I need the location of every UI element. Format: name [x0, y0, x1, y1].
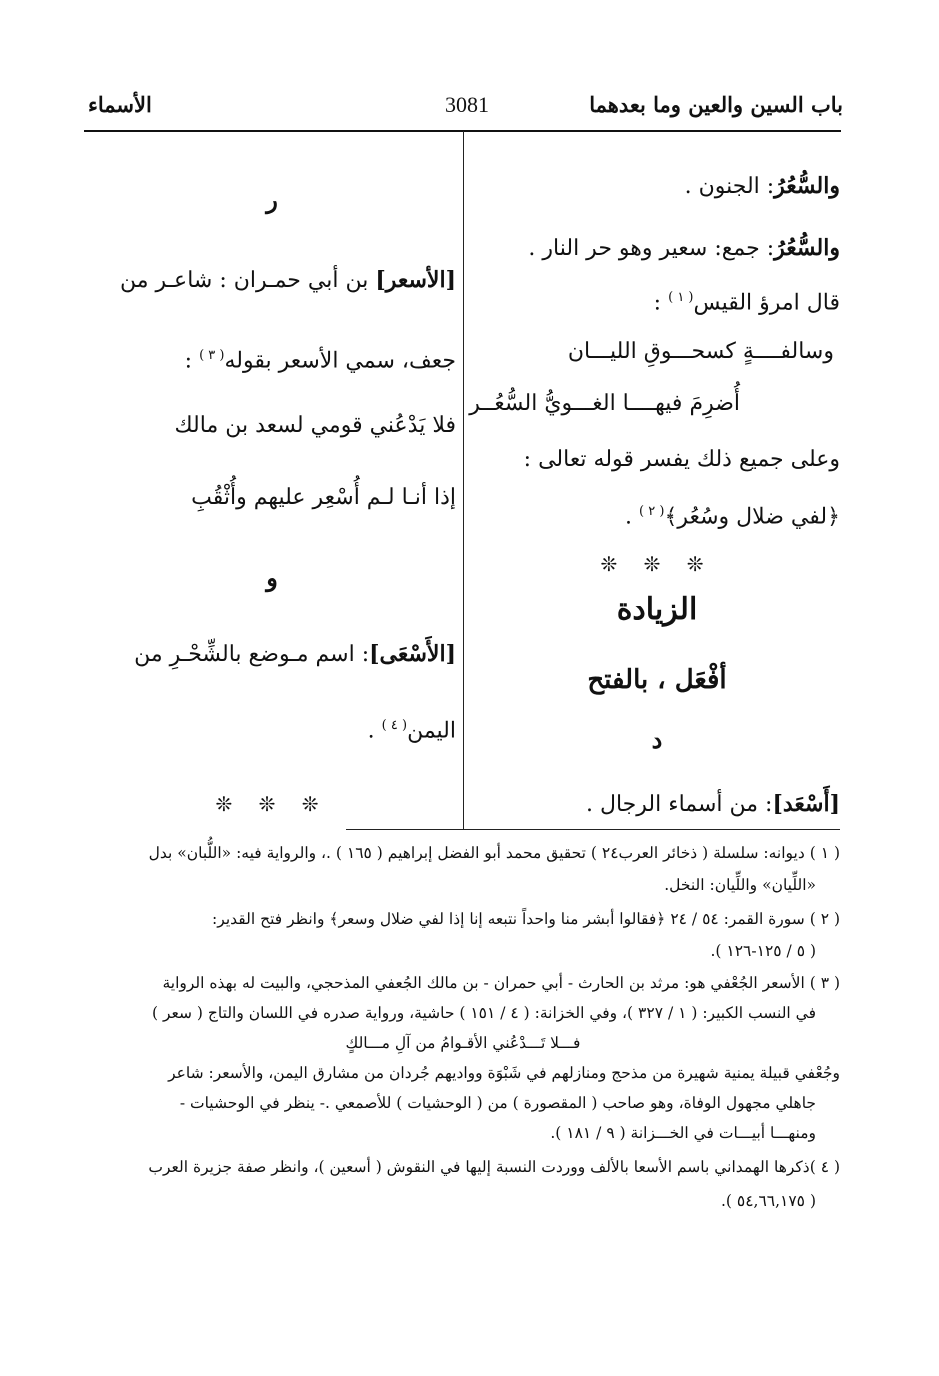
section-heading: الزيادة: [616, 592, 698, 627]
page-number: 3081: [445, 92, 489, 117]
entry-text: : من أسماء الرجال .: [586, 792, 773, 817]
footnote-line: ( ٣ ) الأسعر الجُعْفي هو: مرثد بن الحارث - أبي حمران - بن مالك الجُعفي المذحجي، والبيت له بهذه الرواية: [162, 974, 840, 992]
entry-line: [654, 278, 840, 323]
footnote-line: «اللِّيان» واللِّيان: النخل.: [664, 876, 816, 894]
verse-line: إذا أنـا لـم أُسْعِر عليهم وأُثْقُبِ: [191, 485, 456, 510]
footnote-ref: ( ٤ ): [381, 718, 408, 733]
letter-heading: و: [266, 563, 278, 592]
footnote-line: ( ٥ / ١٢٥-١٢٦ ).: [710, 942, 816, 960]
entry-text: : جمع: سعير وهو حر النار .: [528, 236, 775, 261]
section-separator: ❊ ❊ ❊: [215, 792, 329, 816]
entry-text: .: [367, 718, 375, 744]
entry-line: [625, 492, 840, 537]
letter-heading: ر: [266, 185, 278, 214]
verse-line: أُضرِمَ فيهــــا الغـــويُّ السُّعُــر: [469, 391, 740, 416]
entry-text: قال امرؤ القيس: [693, 290, 840, 316]
footnote-verse: فـــلا تَـــدْعُني الأقـوامُ من آلِ مـــالكٍ: [345, 1034, 581, 1052]
section-separator: ❊ ❊ ❊: [600, 552, 714, 576]
entry-text: :: [184, 348, 193, 374]
entry-line: وعلى جميع ذلك يفسر قوله تعالى :: [523, 447, 840, 472]
chapter-title: باب السين والعين وما بعدهما: [589, 92, 843, 117]
footnote-line: ( ٤ )ذكرها الهمداني باسم الأسعا بالألف ووردت النسبة إليها في النقوش ( أسعين )، وانظر صفة جزيرة العرب: [148, 1158, 840, 1176]
entry-headword: والسُّعُرُ: [774, 173, 840, 199]
footnote-ref: ( ١ ): [668, 290, 694, 305]
entry-line: [685, 166, 840, 207]
verse-line: فلا يَدْعُني قومي لسعد بن مالك: [174, 413, 456, 438]
entry-line: [586, 784, 840, 825]
verse-line: وسالفــــةٍ كسحـــوقِ الليـــان: [567, 339, 834, 364]
entry-text: جعف، سمي الأسعر بقوله: [224, 348, 456, 374]
footnote-ref: ( ٢ ): [639, 504, 665, 519]
entry-line: [528, 228, 840, 269]
entry-line: [368, 706, 456, 751]
letter-heading: د: [651, 725, 663, 754]
footnote-line: وجُعْفي قبيلة يمنية شهيرة من مذحج ومنازلهم في شَبْوَة ووادیهم جُردان من مشارق اليمن، والأسعر: شاعر: [168, 1064, 840, 1082]
entry-headword: والسُّعُرُ: [774, 235, 840, 261]
entry-text: .: [625, 504, 633, 530]
footnote-line: في النسب الكبير: ( ١ / ٣٢٧ )، وفي الخزانة: ( ٤ / ١٥١ ) حاشية، ورواية صدره في اللسان والتاج ( سعر ): [152, 1004, 816, 1022]
column-divider: [463, 131, 464, 829]
footnote-line: ومنهـــا أبيـــات في الخـــزانة ( ٩ / ١٨١ ).: [550, 1124, 816, 1142]
footnote-line: ( ٥٤,٦٦,١٧٥ ).: [720, 1192, 816, 1210]
quran-quote: ﴿لفي ضلال وسُعُر﴾: [664, 504, 840, 530]
entry-text: :: [653, 290, 662, 316]
footnote-line: ( ١ ) ديوانه: سلسلة ( ذخائر العرب٢٤ ) تحقيق محمد أبو الفضل إبراهيم ( ١٦٥ ) .، والرواية فيه: «اللُّبان» بدل: [148, 844, 840, 862]
entry-line: [134, 634, 456, 675]
footnote-ref: ( ٣ ): [199, 348, 225, 363]
entry-text: بن أبي حمـران : شاعـر من: [119, 268, 369, 293]
subsection-heading: أفْعَل ، بالفتح: [587, 665, 727, 695]
entry-text: اليمن: [407, 718, 456, 744]
entry-line: [120, 260, 456, 301]
section-title: الأسماء: [88, 92, 152, 117]
entry-headword: [أَسْعَد]: [772, 791, 840, 817]
entry-headword: [الأسعر]: [375, 267, 456, 293]
footnote-line: ( ٢ ) سورة القمر: ٥٤ / ٢٤ ﴿فقالوا أبشر منا واحداً نتبعه إنا إذا لفي ضلال وسعر﴾ وانظر فتح القدير:: [212, 910, 840, 928]
footnote-rule: [346, 829, 840, 830]
entry-text: : الجنون .: [684, 174, 775, 199]
entry-headword: [الأَسْعَى]: [369, 641, 456, 667]
entry-text: : اسم مـوضع بالشِّحْـرِ من: [134, 642, 370, 667]
footnote-line: جاهلي مجهول الوفاة، وهو صاحب ( المقصورة ) من ( الوحشيات ) للأصمعي .- ينظر في الوحشيات -: [179, 1094, 816, 1112]
entry-line: [185, 336, 456, 381]
